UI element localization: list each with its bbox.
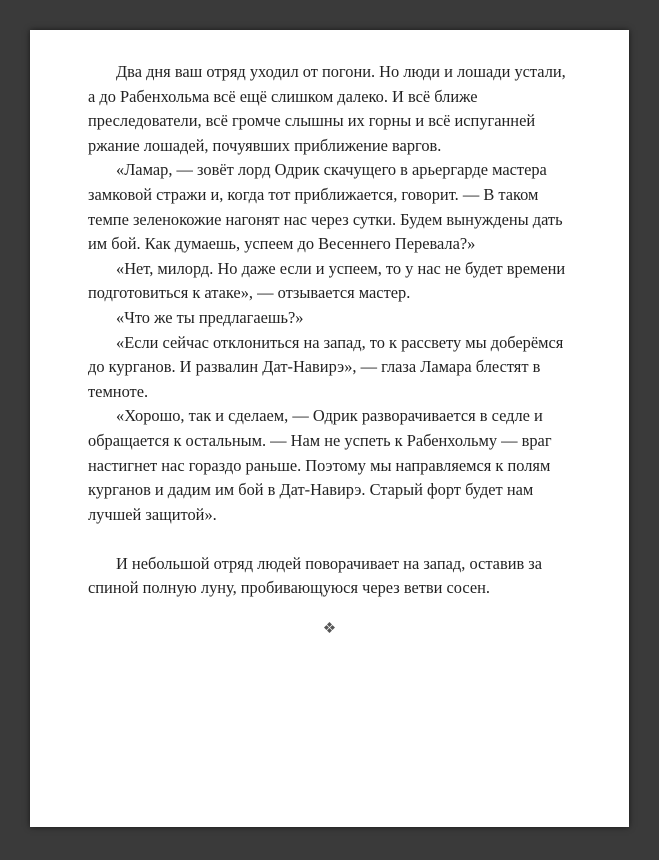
text-line: «Что же ты предлагаешь?» [116,307,304,327]
closing-paragraph [88,552,571,601]
text-line: обращается к остальным. — Нам не успеть к Рабенхольму — враг [88,430,552,450]
text-line: а до Рабенхольма всё ещё слишком далеко. И всё ближе [88,86,478,106]
text-line: «Ламар, — зовёт лорд Одрик скачущего в арьергарде мастера [116,160,547,180]
text-line: замковой стражи и, когда тот приближается, говорит. — В таком [88,184,539,204]
text-line: Два дня ваш отряд уходил от погони. Но люди и лошади устали, [116,62,566,81]
paragraph-2 [88,158,571,256]
section-break-ornament: ❖ [322,621,337,638]
paragraph-3 [88,257,571,306]
text-line: курганов и дадим им бой в Дат-Навирэ. Старый форт будет нам [88,480,534,500]
text-line: преследователи, всё громче слышны их горны и всё испуганней [88,111,536,131]
text-line: «Если сейчас отклониться на запад, то к рассвету мы доберёмся [116,332,564,352]
paragraph-5 [88,331,571,405]
book-page [30,30,629,827]
paragraph-6 [88,404,571,527]
text-line: темпе зеленокожие нагонят нас через сутки. Будем вынуждены дать [88,209,563,229]
text-line: настигнет нас гораздо раньше. Поэтому мы направляемся к полям [88,455,551,475]
text-line: подготовиться к атаке», — отзывается мастер. [88,283,411,303]
text-line: лучшей защитой». [88,504,217,524]
text-line: им бой. Как думаешь, успеем до Весеннего Перевала?» [88,234,476,254]
paragraph-gap [88,527,571,552]
paragraph-4 [88,306,571,331]
text-line: «Хорошо, так и сделаем, — Одрик разворачивается в седле и [116,406,543,426]
text-line: до курганов. И развалин Дат-Навирэ», — глаза Ламара блестят в [88,357,541,377]
paragraph-1 [88,60,571,158]
text-line: ржание лошадей, почуявших приближение варгов. [88,135,442,155]
text-line: И небольшой отряд людей поворачивает на запад, оставив за [116,553,543,573]
text-line: «Нет, милорд. Но даже если и успеем, то у нас не будет времени [116,258,566,278]
text-line: темноте. [88,381,149,401]
text-line: спиной полную луну, пробивающуюся через ветви сосен. [88,578,491,598]
